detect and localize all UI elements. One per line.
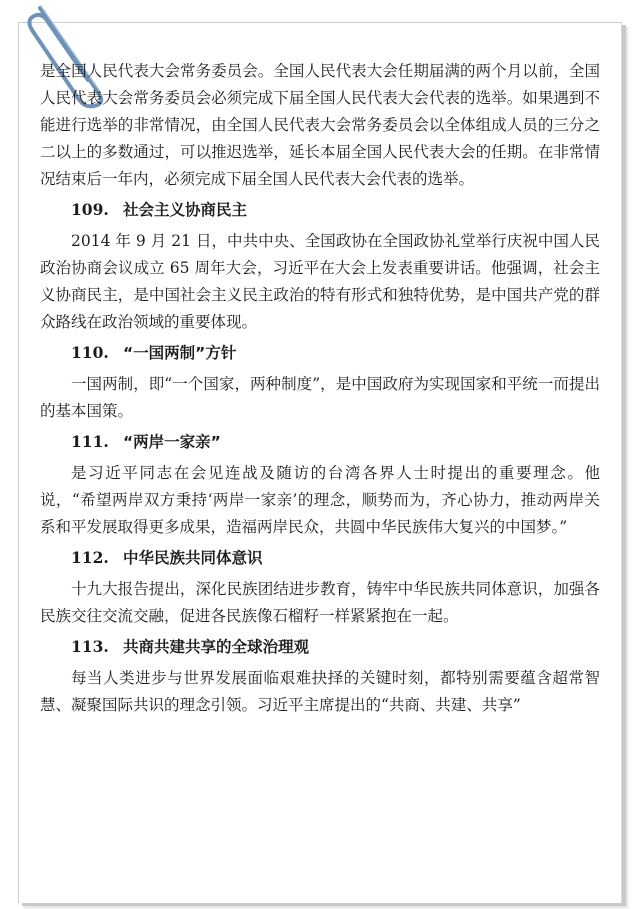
section-111 bbox=[40, 428, 600, 541]
intro-paragraph: 是全国人民代表大会常务委员会。全国人民代表大会任期届满的两个月以前，全国人民代表大会常务委员会必须完成下届全国人民代表大会代表的选举。如果遇到不能进行选举的非常情况，由全国人民代表大会常务委员会以全体组成人员的三分之二以上的多数通过，可以推迟选举，延长本届全国人民代表大会的任期。在非常情况结束后一年内，必须完成下届全国人民代表大会代表的选举。 bbox=[40, 62, 600, 188]
section-number: 112. bbox=[71, 548, 109, 567]
section-heading bbox=[40, 633, 600, 661]
section-109 bbox=[40, 196, 600, 336]
section-112 bbox=[40, 544, 600, 630]
document-body bbox=[40, 58, 600, 719]
section-number: 110. bbox=[71, 343, 109, 362]
section-heading bbox=[40, 428, 600, 456]
section-body: 十九大报告提出，深化民族团结进步教育，铸牢中华民族共同体意识，加强各民族交往交流交融，促进各民族像石榴籽一样紧紧抱在一起。 bbox=[40, 580, 600, 625]
section-heading bbox=[40, 196, 600, 224]
section-body: 2014 年 9 月 21 日，中共中央、全国政协在全国政协礼堂举行庆祝中国人民政治协商会议成立 65 周年大会，习近平在大会上发表重要讲话。他强调，社会主义协商民主，是中国社会主义民主政治的特有形式和独特优势，是中国共产党的群众路线在政治领域的重要体现。 bbox=[40, 232, 600, 331]
section-title: “两岸一家亲” bbox=[123, 433, 221, 451]
section-heading bbox=[40, 544, 600, 572]
section-title: 社会主义协商民主 bbox=[123, 201, 248, 219]
section-number: 109. bbox=[71, 200, 109, 219]
section-110 bbox=[40, 339, 600, 425]
section-body: 一国两制，即“一个国家，两种制度”，是中国政府为实现国家和平统一而提出的基本国策。 bbox=[40, 375, 600, 420]
section-title: 共商共建共享的全球治理观 bbox=[123, 638, 310, 656]
section-body: 每当人类进步与世界发展面临艰难抉择的关键时刻，都特别需要蕴含超常智慧、凝聚国际共识的理念引领。习近平主席提出的“共商、共建、共享” bbox=[40, 669, 600, 714]
section-title: “一国两制”方针 bbox=[123, 344, 237, 362]
section-body: 是习近平同志在会见连战及随访的台湾各界人士时提出的重要理念。他说，“希望两岸双方秉持‘两岸一家亲’的理念，顺势而为，齐心协力，推动两岸关系和平发展取得更多成果，造福两岸民众，共圆中华民族伟大复兴的中国梦。” bbox=[40, 464, 600, 536]
section-number: 113. bbox=[71, 637, 109, 656]
section-number: 111. bbox=[71, 432, 109, 451]
section-heading bbox=[40, 339, 600, 367]
section-113 bbox=[40, 633, 600, 719]
section-title: 中华民族共同体意识 bbox=[123, 549, 263, 567]
